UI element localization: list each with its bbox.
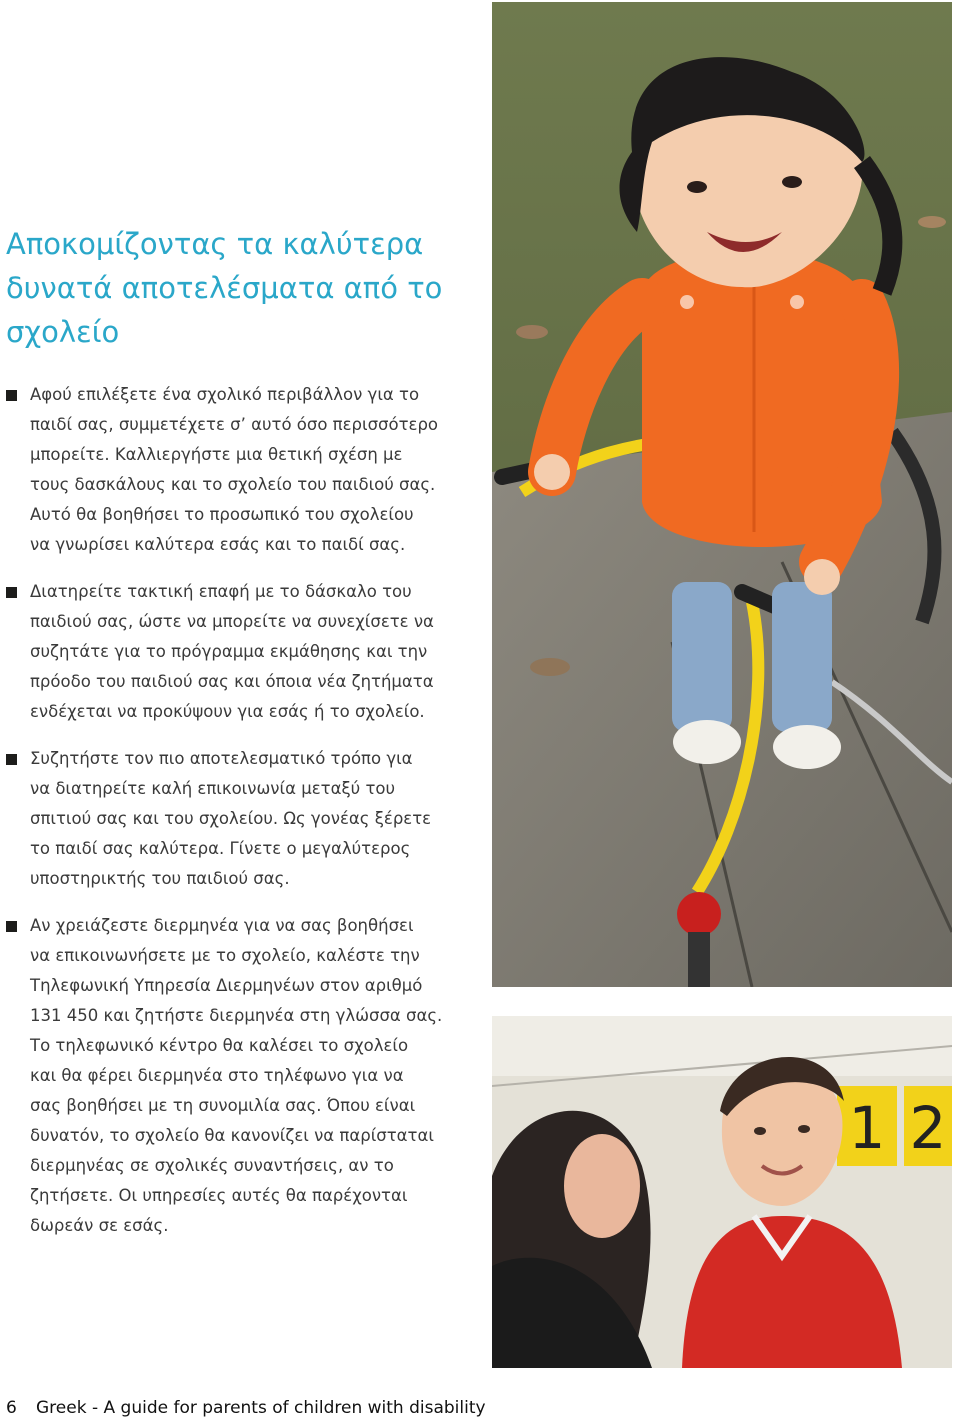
bullet-item: [6, 744, 484, 894]
text-line: ενδέχεται να προκύψουν για εσάς ή το σχολείο.: [30, 702, 425, 721]
text-line: να γνωρίσει καλύτερα εσάς και το παιδί σας.: [30, 535, 406, 554]
text-line: Τηλεφωνική Υπηρεσία Διερμηνέων στον αριθμό: [30, 976, 423, 995]
text-line: διερμηνέας σε σχολικές συναντήσεις, αν το: [30, 1156, 394, 1175]
photo-boy-and-mother: [492, 1016, 952, 1368]
text-line: παιδί σας, συμμετέχετε σ’ αυτό όσο περισσότερο: [30, 415, 439, 434]
text-line: σας βοηθήσει με τη συνομιλία σας. Όπου είναι: [30, 1096, 416, 1115]
bullet-text: [30, 380, 484, 560]
photo-girl-with-walker: [492, 2, 952, 987]
section-heading: [6, 222, 476, 354]
boy-and-mother-illustration: [492, 1016, 952, 1368]
text-line: υποστηρικτής του παιδιού σας.: [30, 869, 290, 888]
text-line: Συζητήστε τον πιο αποτελεσματικό τρόπο για: [30, 749, 413, 768]
girl-with-walker-illustration: [492, 2, 952, 987]
number-card-1-label: 1: [848, 1094, 886, 1162]
bullet-square-icon: [6, 587, 17, 598]
text-line: τους δασκάλους και το σχολείο του παιδιού σας.: [30, 475, 436, 494]
bullet-list: [6, 380, 484, 1258]
text-line: δυνατόν, το σχολείο θα κανονίζει να παρίσταται: [30, 1126, 434, 1145]
heading-line: Αποκομίζοντας τα καλύτερα: [6, 227, 424, 261]
text-line: να διατηρείτε καλή επικοινωνία μεταξύ του: [30, 779, 396, 798]
text-line: δωρεάν σε εσάς.: [30, 1216, 169, 1235]
text-line: ζητήσετε. Οι υπηρεσίες αυτές θα παρέχονται: [30, 1186, 408, 1205]
footer-title: Greek - A guide for parents of children with disability: [36, 1398, 486, 1418]
text-line: Αν χρειάζεστε διερμηνέα για να σας βοηθήσει: [30, 916, 414, 935]
page-number: 6: [6, 1398, 17, 1418]
text-line: το παιδί σας καλύτερα. Γίνετε ο μεγαλύτερος: [30, 839, 411, 858]
bullet-text: [30, 744, 484, 894]
heading-line: σχολείο: [6, 315, 120, 349]
text-line: Διατηρείτε τακτική επαφή με το δάσκαλο του: [30, 582, 412, 601]
text-line: 131 450 και ζητήστε διερμηνέα στη γλώσσα σας.: [30, 1006, 443, 1025]
bullet-square-icon: [6, 390, 17, 401]
text-line: Αυτό θα βοηθήσει το προσωπικό του σχολείου: [30, 505, 414, 524]
bullet-item: [6, 577, 484, 727]
bullet-item: [6, 380, 484, 560]
bullet-text: [30, 911, 484, 1241]
text-line: πρόοδο του παιδιού σας και όποια νέα ζητήματα: [30, 672, 434, 691]
text-line: συζητάτε για το πρόγραμμα εκμάθησης και την: [30, 642, 428, 661]
page-footer: [6, 1398, 486, 1418]
text-line: μπορείτε. Καλλιεργήστε μια θετική σχέση με: [30, 445, 403, 464]
text-line: να επικοινωνήσετε με το σχολείο, καλέστε την: [30, 946, 420, 965]
text-line: σπιτιού σας και του σχολείου. Ως γονέας ξέρετε: [30, 809, 432, 828]
number-card-2-label: 2: [909, 1094, 947, 1162]
bullet-item: [6, 911, 484, 1241]
bullet-square-icon: [6, 754, 17, 765]
text-line: Το τηλεφωνικό κέντρο θα καλέσει το σχολείο: [30, 1036, 409, 1055]
text-line: Αφού επιλέξετε ένα σχολικό περιβάλλον για το: [30, 385, 420, 404]
text-line: και θα φέρει διερμηνέα στο τηλέφωνο για να: [30, 1066, 404, 1085]
heading-line: δυνατά αποτελέσματα από το: [6, 271, 443, 305]
bullet-text: [30, 577, 484, 727]
bullet-square-icon: [6, 921, 17, 932]
text-line: παιδιού σας, ώστε να μπορείτε να συνεχίσετε να: [30, 612, 434, 631]
